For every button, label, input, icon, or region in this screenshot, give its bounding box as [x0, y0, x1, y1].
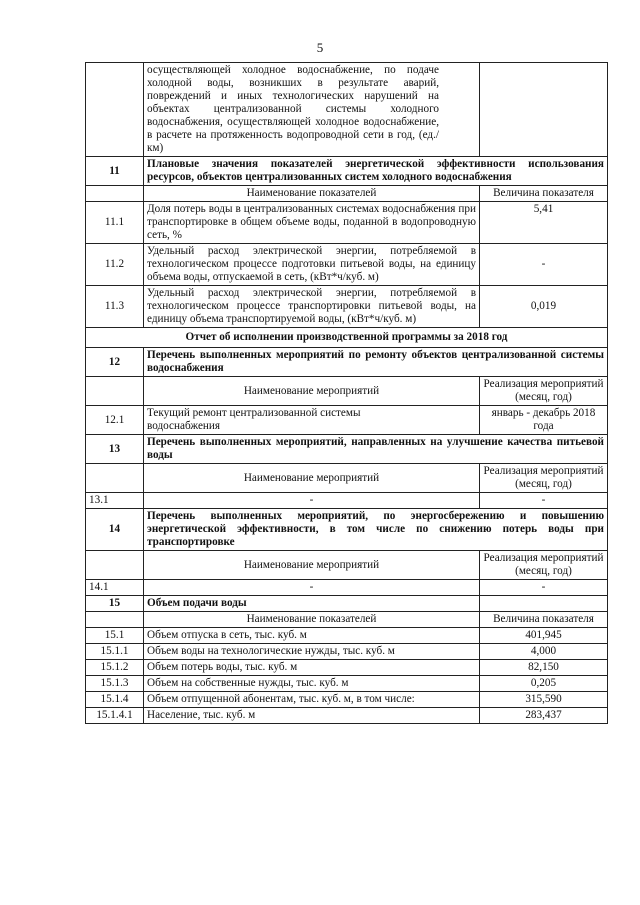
table-row [86, 493, 608, 509]
row-text: Объем потерь воды, тыс. куб. м [144, 660, 480, 676]
section-title: Перечень выполненных мероприятий, направленных на улучшение качества питьевой воды [144, 435, 608, 464]
row-value: 315,590 [480, 692, 608, 708]
column-header-name: Наименование мероприятий [144, 551, 480, 580]
row-number: 15.1 [86, 628, 144, 644]
row-text: Удельный расход электрической энергии, потребляемой в технологическом процессе транспортировки питьевой воды, на единицу объема транспортируемой воды, (кВт*ч/куб. м) [144, 286, 480, 328]
row-number: 13.1 [86, 493, 144, 509]
column-header-value: Реализация мероприятий (месяц, год) [480, 551, 608, 580]
row-number: 15.1.1 [86, 644, 144, 660]
column-header-value: Реализация мероприятий (месяц, год) [480, 464, 608, 493]
table-row [86, 628, 608, 644]
row-value: январь - декабрь 2018 года [480, 406, 608, 435]
row-text: - [144, 493, 480, 509]
row-number: 14.1 [86, 580, 144, 596]
table-row [86, 406, 608, 435]
row-value: 0,205 [480, 676, 608, 692]
section-header-row [86, 348, 608, 377]
section-number: 13 [86, 435, 144, 464]
section-header-row [86, 435, 608, 464]
row-text: осуществляющей холодное водоснабжение, по подаче холодной воды, возникших в результате аварий, повреждений и иных технологических нарушений на объектах централизованной системы холодного водоснабжения, осуществляющей холодное водоснабжение, в расчете на протяженность водопроводной сети в год, (ед./км) [144, 63, 480, 157]
row-text: Объем отпущенной абонентам, тыс. куб. м, в том числе: [144, 692, 480, 708]
row-value [480, 63, 608, 157]
table-row [86, 202, 608, 244]
row-text: Доля потерь воды в централизованных системах водоснабжения при транспортировке в общем объеме воды, поданной в водопроводную сеть, % [144, 202, 480, 244]
row-value: 5,41 [480, 202, 608, 244]
row-value: 401,945 [480, 628, 608, 644]
table-row [86, 676, 608, 692]
row-value: 0,019 [480, 286, 608, 328]
section-title: Объем подачи воды [144, 596, 480, 612]
row-number [86, 63, 144, 157]
report-title: Отчет об исполнении производственной программы за 2018 год [86, 328, 608, 348]
row-text: Удельный расход электрической энергии, потребляемой в технологическом процессе подготовки питьевой воды, на единицу объема воды, отпускаемой в сеть, (кВт*ч/куб. м) [144, 244, 480, 286]
table-row [86, 580, 608, 596]
table-row [86, 286, 608, 328]
section-number: 12 [86, 348, 144, 377]
section-number: 11 [86, 157, 144, 186]
section-header-row [86, 596, 608, 612]
section-title: Плановые значения показателей энергетической эффективности использования ресурсов, объектов централизованных систем холодного водоснабжения [144, 157, 608, 186]
row-number: 11.3 [86, 286, 144, 328]
column-header-row [86, 464, 608, 493]
row-text: - [144, 580, 480, 596]
table-row [86, 644, 608, 660]
section-title: Перечень выполненных мероприятий, по энергосбережению и повышению энергетической эффективности, в том числе по снижению потерь воды при транспортировке [144, 509, 608, 551]
column-header-row [86, 551, 608, 580]
section-title: Перечень выполненных мероприятий по ремонту объектов централизованной системы водоснабжения [144, 348, 608, 377]
row-text: Объем на собственные нужды, тыс. куб. м [144, 676, 480, 692]
column-header-value: Величина показателя [480, 186, 608, 202]
row-value: 283,437 [480, 708, 608, 724]
row-value: 82,150 [480, 660, 608, 676]
row-number: 15.1.4 [86, 692, 144, 708]
row-value: - [480, 580, 608, 596]
table-row [86, 692, 608, 708]
column-header-row [86, 612, 608, 628]
row-number: 11.1 [86, 202, 144, 244]
row-number: 12.1 [86, 406, 144, 435]
column-header-name: Наименование показателей [144, 612, 480, 628]
row-number: 15.1.2 [86, 660, 144, 676]
row-number: 15.1.3 [86, 676, 144, 692]
row-number: 11.2 [86, 244, 144, 286]
section-header-row [86, 509, 608, 551]
column-header-name: Наименование мероприятий [144, 464, 480, 493]
row-text: Объем отпуска в сеть, тыс. куб. м [144, 628, 480, 644]
column-header-value: Величина показателя [480, 612, 608, 628]
column-header-row [86, 377, 608, 406]
page-number: 5 [316, 40, 324, 55]
column-header-row [86, 186, 608, 202]
table-row [86, 63, 608, 157]
row-text: Текущий ремонт централизованной системы водоснабжения [144, 406, 480, 435]
table-row [86, 708, 608, 724]
section-number: 14 [86, 509, 144, 551]
section-number: 15 [86, 596, 144, 612]
table-row [86, 660, 608, 676]
report-title-row [86, 328, 608, 348]
row-text: Население, тыс. куб. м [144, 708, 480, 724]
column-header-name: Наименование мероприятий [144, 377, 480, 406]
row-value: - [480, 244, 608, 286]
row-text: Объем воды на технологические нужды, тыс. куб. м [144, 644, 480, 660]
column-header-name: Наименование показателей [144, 186, 480, 202]
row-number: 15.1.4.1 [86, 708, 144, 724]
row-value: 4,000 [480, 644, 608, 660]
row-value: - [480, 493, 608, 509]
program-table [85, 62, 608, 724]
column-header-value: Реализация мероприятий (месяц, год) [480, 377, 608, 406]
section-header-row [86, 157, 608, 186]
table-row [86, 244, 608, 286]
